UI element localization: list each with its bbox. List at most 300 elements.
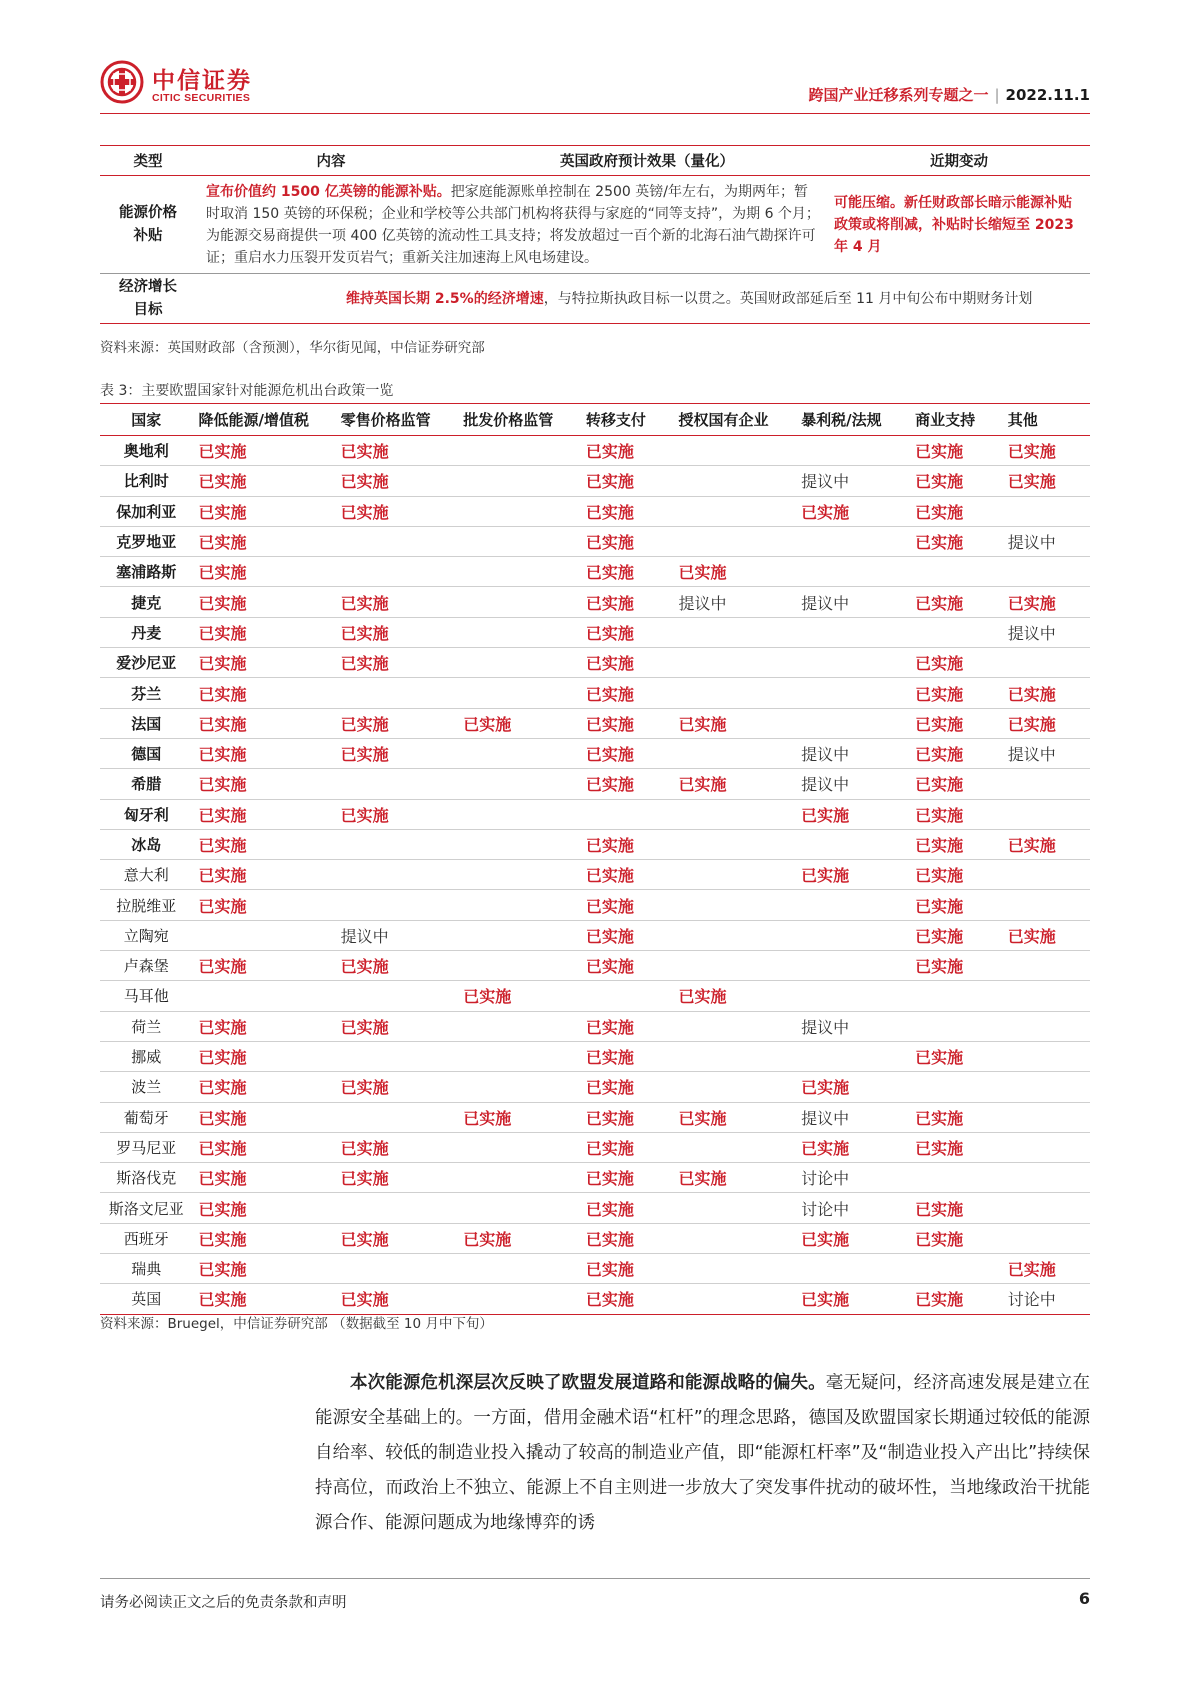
policy-status-cell: 已实施 — [193, 1223, 335, 1253]
policy-status-cell: 提议中 — [795, 466, 909, 496]
table2-caption: 表 3：主要欧盟国家针对能源危机出台政策一览 — [100, 383, 394, 399]
policy-status-cell — [457, 1193, 580, 1223]
eu-policy-row — [100, 466, 1090, 496]
citic-logo — [100, 60, 340, 110]
policy-status-cell: 已实施 — [672, 708, 795, 738]
policy-status-cell: 已实施 — [909, 1223, 1002, 1253]
country-cell: 斯洛文尼亚 — [100, 1193, 193, 1223]
eu-policy-row — [100, 829, 1090, 859]
policy-status-cell: 已实施 — [795, 799, 909, 829]
paragraph — [315, 1366, 1090, 1541]
policy-status-cell — [335, 890, 458, 920]
policy-status-cell — [909, 1011, 1002, 1041]
policy-status-cell: 已实施 — [1002, 436, 1090, 466]
policy-status-cell — [795, 890, 909, 920]
logo-en-text: CITIC SECURITIES — [152, 92, 251, 104]
policy-status-cell: 已实施 — [909, 708, 1002, 738]
country-cell: 保加利亚 — [100, 496, 193, 526]
policy-status-cell: 已实施 — [457, 1223, 580, 1253]
policy-status-cell — [795, 617, 909, 647]
policy-status-cell — [909, 557, 1002, 587]
eu-policy-row — [100, 1132, 1090, 1162]
content-highlight: 维持英国长期 2.5%的经济增速 — [346, 290, 544, 307]
country-cell: 希腊 — [100, 769, 193, 799]
policy-status-cell: 已实施 — [193, 1163, 335, 1193]
policy-status-cell: 已实施 — [580, 648, 673, 678]
policy-status-cell — [1002, 951, 1090, 981]
uk-policy-header-row — [100, 146, 1090, 176]
policy-status-cell: 已实施 — [909, 1041, 1002, 1071]
policy-status-cell: 已实施 — [909, 678, 1002, 708]
policy-status-cell: 已实施 — [580, 890, 673, 920]
policy-status-cell: 已实施 — [672, 769, 795, 799]
paragraph-text: 毫无疑问，经济高速发展是建立在能源安全基础上的。一方面，借用金融术语“杠杆”的理念思路，德国及欧盟国家长期通过较低的能源自给率、较低的制造业投入撬动了较高的制造业产值，即“能源杠杆率”及“制造业投入产出比”持续保持高位，而政治上不独立、能源上不自主则进一步放大了突发事件扰动的破坏性，当地缘政治干扰能源合作、能源问题成为地缘博弈的诱 — [315, 1373, 1091, 1533]
policy-status-cell: 已实施 — [672, 557, 795, 587]
policy-status-cell — [1002, 981, 1090, 1011]
policy-status-cell: 已实施 — [909, 648, 1002, 678]
country-cell: 斯洛伐克 — [100, 1163, 193, 1193]
policy-status-cell: 已实施 — [335, 587, 458, 617]
policy-status-cell — [457, 738, 580, 768]
policy-status-cell: 已实施 — [335, 951, 458, 981]
policy-status-cell — [457, 496, 580, 526]
policy-status-cell: 已实施 — [909, 829, 1002, 859]
policy-status-cell: 已实施 — [580, 1193, 673, 1223]
policy-status-cell — [672, 1254, 795, 1284]
policy-status-cell — [1002, 557, 1090, 587]
policy-status-cell — [795, 951, 909, 981]
country-cell: 意大利 — [100, 860, 193, 890]
country-cell: 爱沙尼亚 — [100, 648, 193, 678]
uk-header-effect: 英国政府预计效果（量化） — [466, 146, 828, 176]
policy-status-cell: 已实施 — [335, 1072, 458, 1102]
policy-status-cell — [457, 951, 580, 981]
report-title — [808, 84, 1090, 105]
policy-status-cell: 已实施 — [193, 829, 335, 859]
policy-status-cell: 已实施 — [909, 951, 1002, 981]
policy-status-cell: 已实施 — [909, 860, 1002, 890]
country-cell: 挪威 — [100, 1041, 193, 1071]
policy-status-cell: 讨论中 — [795, 1163, 909, 1193]
policy-status-cell: 已实施 — [795, 1284, 909, 1314]
country-cell: 英国 — [100, 1284, 193, 1314]
uk-policy-row-growth-target — [100, 274, 1090, 324]
eu-header-cell: 转移支付 — [580, 404, 673, 436]
country-cell: 德国 — [100, 738, 193, 768]
country-cell: 拉脱维亚 — [100, 890, 193, 920]
country-cell: 塞浦路斯 — [100, 557, 193, 587]
policy-status-cell — [672, 799, 795, 829]
uk-row-change: 可能压缩。新任财政部长暗示能源补贴政策或将削减，补贴时长缩短至 2023 年 4 月 — [828, 176, 1090, 274]
policy-status-cell: 已实施 — [1002, 920, 1090, 950]
eu-policy-row — [100, 678, 1090, 708]
policy-status-cell — [457, 769, 580, 799]
policy-status-cell — [580, 799, 673, 829]
eu-policy-row — [100, 1041, 1090, 1071]
eu-policy-row — [100, 799, 1090, 829]
policy-status-cell: 已实施 — [580, 951, 673, 981]
policy-status-cell: 已实施 — [795, 1072, 909, 1102]
policy-status-cell: 已实施 — [580, 496, 673, 526]
policy-status-cell — [1002, 1041, 1090, 1071]
policy-status-cell: 已实施 — [193, 1254, 335, 1284]
policy-status-cell — [672, 1193, 795, 1223]
eu-policy-row — [100, 617, 1090, 647]
policy-status-cell: 提议中 — [672, 587, 795, 617]
policy-status-cell — [457, 648, 580, 678]
country-cell: 捷克 — [100, 587, 193, 617]
policy-status-cell: 已实施 — [672, 1102, 795, 1132]
policy-status-cell — [1002, 769, 1090, 799]
page-header — [100, 56, 1090, 116]
policy-status-cell — [1002, 890, 1090, 920]
policy-status-cell — [672, 526, 795, 556]
policy-status-cell: 已实施 — [193, 799, 335, 829]
eu-policy-row — [100, 648, 1090, 678]
policy-status-cell: 已实施 — [193, 557, 335, 587]
policy-status-cell: 已实施 — [193, 1193, 335, 1223]
policy-status-cell: 已实施 — [193, 678, 335, 708]
policy-status-cell — [457, 1041, 580, 1071]
country-cell: 葡萄牙 — [100, 1102, 193, 1132]
policy-status-cell — [335, 860, 458, 890]
policy-status-cell — [795, 557, 909, 587]
country-cell: 芬兰 — [100, 678, 193, 708]
policy-status-cell — [909, 1254, 1002, 1284]
policy-status-cell — [672, 436, 795, 466]
policy-status-cell: 已实施 — [1002, 1254, 1090, 1284]
policy-status-cell: 已实施 — [580, 466, 673, 496]
policy-status-cell: 提议中 — [795, 769, 909, 799]
policy-status-cell: 已实施 — [580, 587, 673, 617]
country-cell: 荷兰 — [100, 1011, 193, 1041]
policy-status-cell: 已实施 — [457, 1102, 580, 1132]
policy-status-cell — [335, 1102, 458, 1132]
policy-status-cell: 已实施 — [580, 920, 673, 950]
policy-status-cell — [672, 1132, 795, 1162]
policy-status-cell: 已实施 — [1002, 708, 1090, 738]
policy-status-cell — [909, 1163, 1002, 1193]
policy-status-cell — [672, 648, 795, 678]
policy-status-cell: 提议中 — [795, 738, 909, 768]
eu-header-cell: 授权国有企业 — [672, 404, 795, 436]
policy-status-cell: 已实施 — [580, 1102, 673, 1132]
policy-status-cell: 已实施 — [795, 496, 909, 526]
eu-policy-row — [100, 738, 1090, 768]
header-divider — [100, 113, 1090, 114]
country-cell: 法国 — [100, 708, 193, 738]
policy-status-cell: 已实施 — [909, 769, 1002, 799]
eu-policy-header-row — [100, 404, 1090, 436]
policy-status-cell — [457, 1163, 580, 1193]
policy-status-cell: 已实施 — [580, 860, 673, 890]
policy-status-cell — [795, 708, 909, 738]
eu-policy-row — [100, 1284, 1090, 1314]
policy-status-cell — [457, 436, 580, 466]
policy-status-cell: 已实施 — [193, 860, 335, 890]
policy-status-cell — [335, 829, 458, 859]
policy-status-cell — [457, 1011, 580, 1041]
policy-status-cell: 已实施 — [193, 769, 335, 799]
policy-status-cell: 讨论中 — [1002, 1284, 1090, 1314]
eu-policy-row — [100, 769, 1090, 799]
policy-status-cell: 已实施 — [909, 738, 1002, 768]
eu-policy-row — [100, 1254, 1090, 1284]
country-cell: 匈牙利 — [100, 799, 193, 829]
policy-status-cell — [457, 678, 580, 708]
citic-emblem-icon — [100, 60, 144, 104]
policy-status-cell — [335, 557, 458, 587]
eu-header-cell: 其他 — [1002, 404, 1090, 436]
policy-status-cell: 已实施 — [580, 1163, 673, 1193]
policy-status-cell — [335, 1193, 458, 1223]
policy-status-cell: 已实施 — [580, 526, 673, 556]
uk-header-content: 内容 — [196, 146, 466, 176]
policy-status-cell: 已实施 — [909, 1102, 1002, 1132]
policy-status-cell: 已实施 — [193, 1041, 335, 1071]
policy-status-cell: 已实施 — [1002, 829, 1090, 859]
table2-source: 资料来源：Bruegel，中信证券研究部 （数据截至 10 月中下旬） — [100, 1316, 493, 1332]
eu-policy-row — [100, 1102, 1090, 1132]
policy-status-cell: 已实施 — [335, 738, 458, 768]
policy-status-cell: 已实施 — [909, 587, 1002, 617]
country-cell: 冰岛 — [100, 829, 193, 859]
policy-status-cell: 已实施 — [909, 1193, 1002, 1223]
policy-status-cell — [457, 526, 580, 556]
policy-status-cell — [672, 920, 795, 950]
policy-status-cell: 已实施 — [580, 1072, 673, 1102]
policy-status-cell: 已实施 — [909, 799, 1002, 829]
uk-policy-row-energy-subsidy — [100, 176, 1090, 274]
policy-status-cell: 已实施 — [909, 496, 1002, 526]
paragraph-lead: 本次能源危机深层次反映了欧盟发展道路和能源战略的偏失。 — [350, 1373, 826, 1393]
policy-status-cell: 已实施 — [909, 890, 1002, 920]
eu-policy-row — [100, 1163, 1090, 1193]
eu-policy-row — [100, 526, 1090, 556]
analysis-paragraph — [315, 1366, 1090, 1541]
policy-status-cell: 提议中 — [1002, 526, 1090, 556]
policy-status-cell: 已实施 — [335, 648, 458, 678]
content-text: ，与特拉斯执政目标一以贯之。英国财政部延后至 11 月中旬公布中期财务计划 — [543, 290, 1033, 307]
policy-status-cell — [672, 1011, 795, 1041]
country-cell: 西班牙 — [100, 1223, 193, 1253]
policy-status-cell: 已实施 — [335, 708, 458, 738]
policy-status-cell: 已实施 — [335, 1132, 458, 1162]
policy-status-cell: 已实施 — [193, 1284, 335, 1314]
policy-status-cell: 已实施 — [909, 920, 1002, 950]
policy-status-cell — [795, 436, 909, 466]
country-cell: 卢森堡 — [100, 951, 193, 981]
policy-status-cell — [457, 860, 580, 890]
policy-status-cell: 提议中 — [795, 587, 909, 617]
policy-status-cell: 已实施 — [1002, 466, 1090, 496]
country-cell: 波兰 — [100, 1072, 193, 1102]
policy-status-cell: 提议中 — [795, 1102, 909, 1132]
policy-status-cell: 已实施 — [457, 981, 580, 1011]
policy-status-cell: 已实施 — [193, 890, 335, 920]
policy-status-cell — [672, 496, 795, 526]
uk-header-type: 类型 — [100, 146, 196, 176]
policy-status-cell — [672, 860, 795, 890]
eu-policy-row — [100, 1011, 1090, 1041]
policy-status-cell: 已实施 — [193, 526, 335, 556]
eu-header-cell: 批发价格监管 — [457, 404, 580, 436]
policy-status-cell: 已实施 — [193, 648, 335, 678]
country-cell: 奥地利 — [100, 436, 193, 466]
policy-status-cell: 已实施 — [580, 1011, 673, 1041]
policy-status-cell: 已实施 — [795, 860, 909, 890]
policy-status-cell: 已实施 — [335, 1223, 458, 1253]
country-cell: 丹麦 — [100, 617, 193, 647]
policy-status-cell: 已实施 — [672, 981, 795, 1011]
content-text: 把家庭能源账单控制在 2500 英镑/年左右，为期两年；暂时取消 150 英镑的环保税；企业和学校等公共部门机构将获得与家庭的“同等支持”，为期 6 个月；为能源交易商提供一项 400 亿英镑的流动性工具支持；将发放超过一百个新的北海石油气勘探许可证；重启水力压裂开发页岩气；重新关注加速海上风电场建设。 — [206, 183, 820, 266]
policy-status-cell: 已实施 — [193, 1132, 335, 1162]
policy-status-cell — [672, 1284, 795, 1314]
policy-status-cell — [457, 1254, 580, 1284]
policy-status-cell: 已实施 — [335, 436, 458, 466]
policy-status-cell — [1002, 1132, 1090, 1162]
policy-status-cell: 讨论中 — [795, 1193, 909, 1223]
policy-status-cell — [672, 1072, 795, 1102]
footer-disclaimer: 请务必阅读正文之后的免责条款和声明 — [100, 1595, 347, 1611]
title-separator: | — [994, 86, 1000, 104]
eu-policy-row — [100, 860, 1090, 890]
country-cell: 立陶宛 — [100, 920, 193, 950]
policy-status-cell — [909, 981, 1002, 1011]
logo-cn-text: 中信证券 — [152, 68, 252, 94]
eu-header-cell: 国家 — [100, 404, 193, 436]
policy-status-cell: 已实施 — [580, 738, 673, 768]
policy-status-cell — [457, 829, 580, 859]
eu-header-cell: 商业支持 — [909, 404, 1002, 436]
policy-status-cell — [795, 981, 909, 1011]
policy-status-cell: 已实施 — [335, 1011, 458, 1041]
policy-status-cell — [795, 829, 909, 859]
eu-policy-row — [100, 557, 1090, 587]
country-cell: 罗马尼亚 — [100, 1132, 193, 1162]
policy-status-cell: 已实施 — [335, 1163, 458, 1193]
policy-status-cell: 已实施 — [457, 708, 580, 738]
policy-status-cell — [795, 1254, 909, 1284]
page-number: 6 — [1078, 1589, 1090, 1608]
policy-status-cell — [193, 920, 335, 950]
policy-status-cell — [672, 890, 795, 920]
policy-status-cell: 已实施 — [580, 1132, 673, 1162]
policy-status-cell: 已实施 — [909, 526, 1002, 556]
policy-status-cell — [672, 738, 795, 768]
type-line: 目标 — [133, 301, 163, 318]
policy-status-cell — [672, 678, 795, 708]
policy-status-cell — [672, 1223, 795, 1253]
policy-status-cell: 提议中 — [1002, 617, 1090, 647]
policy-status-cell — [672, 829, 795, 859]
policy-status-cell — [672, 951, 795, 981]
policy-status-cell: 已实施 — [1002, 587, 1090, 617]
policy-status-cell — [335, 769, 458, 799]
policy-status-cell — [335, 1254, 458, 1284]
policy-status-cell: 已实施 — [193, 708, 335, 738]
policy-status-cell: 已实施 — [193, 436, 335, 466]
policy-status-cell: 提议中 — [335, 920, 458, 950]
uk-row-content — [196, 176, 828, 274]
policy-status-cell: 已实施 — [909, 1284, 1002, 1314]
eu-header-cell: 降低能源/增值税 — [193, 404, 335, 436]
policy-status-cell — [1002, 799, 1090, 829]
policy-status-cell: 已实施 — [580, 708, 673, 738]
eu-policy-row — [100, 587, 1090, 617]
policy-status-cell: 已实施 — [335, 466, 458, 496]
policy-status-cell — [457, 1132, 580, 1162]
policy-status-cell: 已实施 — [193, 1102, 335, 1132]
policy-status-cell: 已实施 — [580, 1041, 673, 1071]
policy-status-cell — [457, 587, 580, 617]
eu-policy-row — [100, 496, 1090, 526]
eu-policy-row — [100, 920, 1090, 950]
eu-policy-row — [100, 890, 1090, 920]
policy-status-cell: 已实施 — [672, 1163, 795, 1193]
policy-status-cell — [909, 617, 1002, 647]
policy-status-cell: 已实施 — [580, 1284, 673, 1314]
policy-status-cell — [1002, 1011, 1090, 1041]
policy-status-cell: 已实施 — [580, 1254, 673, 1284]
policy-status-cell: 已实施 — [193, 951, 335, 981]
policy-status-cell: 提议中 — [795, 1011, 909, 1041]
uk-policy-table — [100, 145, 1090, 324]
eu-policy-row — [100, 1072, 1090, 1102]
policy-status-cell: 已实施 — [193, 587, 335, 617]
policy-status-cell — [457, 557, 580, 587]
policy-status-cell — [1002, 1102, 1090, 1132]
policy-status-cell: 已实施 — [580, 1223, 673, 1253]
eu-header-cell: 暴利税/法规 — [795, 404, 909, 436]
policy-status-cell — [909, 1072, 1002, 1102]
policy-status-cell — [795, 1041, 909, 1071]
eu-policy-row — [100, 708, 1090, 738]
policy-status-cell — [672, 617, 795, 647]
policy-status-cell — [795, 526, 909, 556]
eu-policy-row — [100, 436, 1090, 466]
policy-status-cell: 提议中 — [1002, 738, 1090, 768]
policy-status-cell: 已实施 — [795, 1223, 909, 1253]
policy-status-cell: 已实施 — [335, 496, 458, 526]
uk-row-type — [100, 176, 196, 274]
policy-status-cell: 已实施 — [1002, 678, 1090, 708]
policy-status-cell — [457, 890, 580, 920]
eu-header-cell: 零售价格监管 — [335, 404, 458, 436]
policy-status-cell — [672, 1041, 795, 1071]
footer-divider — [100, 1578, 1090, 1579]
policy-status-cell: 已实施 — [335, 799, 458, 829]
policy-status-cell — [795, 920, 909, 950]
policy-status-cell: 已实施 — [909, 1132, 1002, 1162]
policy-status-cell — [1002, 648, 1090, 678]
policy-status-cell — [457, 617, 580, 647]
policy-status-cell: 已实施 — [580, 617, 673, 647]
policy-status-cell: 已实施 — [580, 436, 673, 466]
policy-status-cell — [457, 1284, 580, 1314]
report-series-title: 跨国产业迁移系列专题之一 — [808, 86, 989, 104]
policy-status-cell: 已实施 — [335, 617, 458, 647]
country-cell: 比利时 — [100, 466, 193, 496]
policy-status-cell — [457, 920, 580, 950]
policy-status-cell — [457, 1072, 580, 1102]
policy-status-cell: 已实施 — [795, 1132, 909, 1162]
policy-status-cell: 已实施 — [580, 557, 673, 587]
type-line: 能源价格 — [119, 204, 177, 221]
country-cell: 克罗地亚 — [100, 526, 193, 556]
policy-status-cell — [580, 981, 673, 1011]
policy-status-cell: 已实施 — [335, 1284, 458, 1314]
